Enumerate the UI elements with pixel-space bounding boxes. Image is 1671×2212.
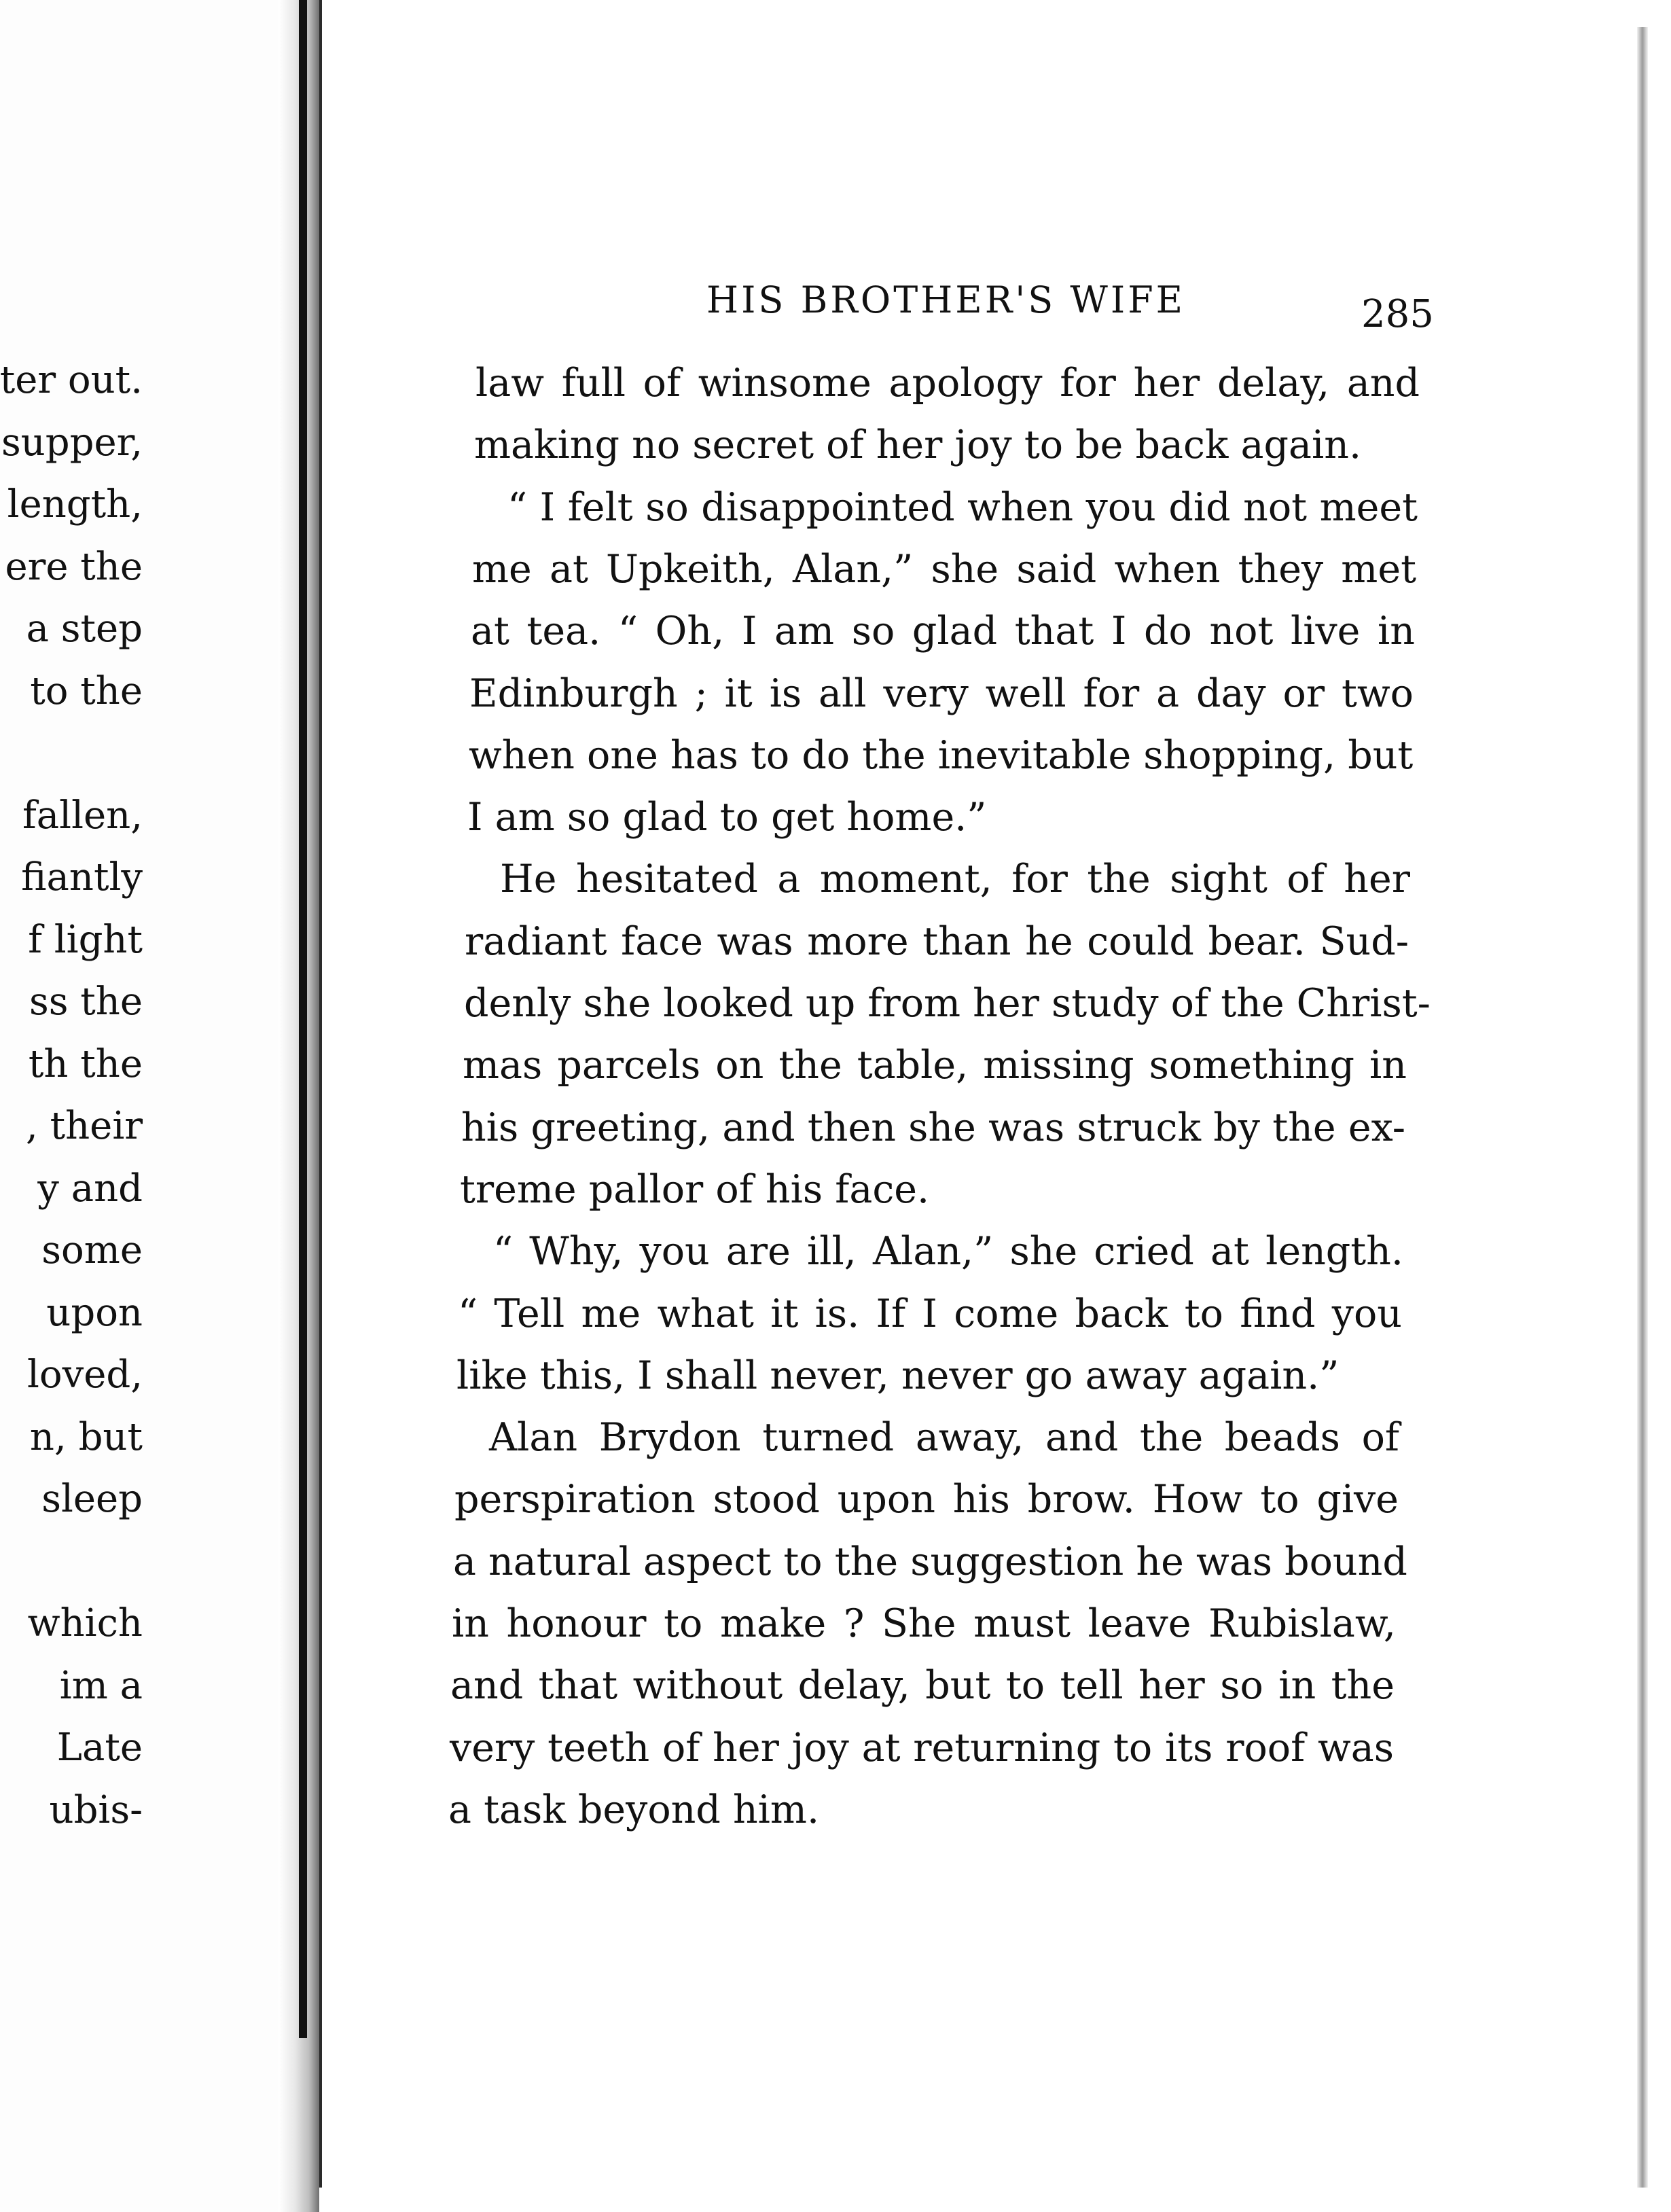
- facing-page-line-text: f light: [28, 918, 143, 962]
- facing-page-line-text: im a: [59, 1664, 143, 1708]
- body-line: when one has to do the inevitable shopping, but: [469, 733, 1414, 778]
- facing-page-line-text: upon: [46, 1291, 143, 1335]
- facing-page-line-text: fallen,: [22, 793, 143, 838]
- body-line: in honour to make ? She must leave Rubislaw,: [452, 1601, 1396, 1646]
- facing-page-line-text: Late: [56, 1726, 143, 1770]
- facing-page-line-text: some: [41, 1228, 143, 1272]
- facing-page-line: [0, 1162, 299, 1216]
- facing-page-line: [0, 1224, 299, 1278]
- facing-page-line: [0, 913, 299, 967]
- facing-page-line-text: n, but: [29, 1415, 143, 1459]
- body-line: Edinburgh ; it is all very well for a day or two: [469, 671, 1414, 716]
- facing-page-line-text: ere the: [5, 545, 143, 589]
- facing-page-line: [0, 1659, 299, 1713]
- body-line: a task beyond him.: [448, 1787, 820, 1832]
- binding-edge: [299, 0, 307, 2038]
- body-line: “ I felt so disappointed when you did not meet: [507, 485, 1418, 530]
- body-line: and that without delay, but to tell her so in the: [450, 1663, 1395, 1708]
- body-line: at tea. “ Oh, I am so glad that I do not live in: [471, 609, 1415, 654]
- facing-page-line: [0, 478, 299, 532]
- page-edge: [1637, 27, 1648, 2188]
- facing-page-line-text: fiantly: [21, 855, 143, 899]
- facing-page-line: [0, 1596, 299, 1651]
- body-line: his greeting, and then she was struck by the ex-: [461, 1105, 1405, 1150]
- facing-page-line: [0, 540, 299, 594]
- facing-page-line: [0, 1410, 299, 1465]
- body-line: a natural aspect to the suggestion he was bound: [453, 1539, 1407, 1584]
- facing-page-line: [0, 664, 299, 719]
- body-line: denly she looked up from her study of the Christ-: [464, 981, 1431, 1026]
- facing-page-line-text: , their: [26, 1104, 143, 1148]
- facing-page-line: [0, 1037, 299, 1092]
- facing-page-line-text: a step: [26, 607, 143, 651]
- facing-page-line-text: ter out.: [0, 358, 143, 402]
- facing-page-line-text: th the: [28, 1042, 143, 1086]
- body-line: very teeth of her joy at returning to its roof was: [450, 1726, 1394, 1770]
- facing-page-line: [0, 1286, 299, 1340]
- facing-page-line: [0, 1535, 299, 1589]
- facing-page-line: [0, 1472, 299, 1527]
- body-line: “ Tell me what it is. If I come back to find you: [458, 1291, 1402, 1336]
- facing-page-line: [0, 602, 299, 656]
- facing-page-line: [0, 851, 299, 905]
- body-line: like this, I shall never, never go away again.”: [456, 1353, 1340, 1398]
- body-line: making no secret of her joy to be back again.: [474, 423, 1362, 467]
- facing-page-line-text: which: [27, 1601, 143, 1645]
- facing-page-line-text: ubis-: [49, 1788, 143, 1832]
- facing-page-line: [0, 975, 299, 1029]
- facing-page-line: [0, 1721, 299, 1775]
- facing-page-line: [0, 1783, 299, 1838]
- body-line: mas parcels on the table, missing something in: [463, 1043, 1407, 1088]
- body-line: law full of winsome apology for her delay, and: [475, 361, 1420, 406]
- body-line: radiant face was more than he could bear. Sud-: [465, 919, 1409, 964]
- page-number: 285: [1361, 292, 1434, 336]
- body-line: “ Why, you are ill, Alan,” she cried at length.: [493, 1229, 1403, 1274]
- facing-page-line-text: y and: [37, 1166, 143, 1211]
- facing-page-line-text: to the: [30, 669, 143, 713]
- facing-page-line-text: ss the: [29, 980, 143, 1024]
- facing-page-line: [0, 1099, 299, 1154]
- facing-page-line: [0, 1348, 299, 1402]
- facing-page-line: [0, 416, 299, 470]
- body-line: perspiration stood upon his brow. How to give: [454, 1477, 1399, 1522]
- body-line: He hesitated a moment, for the sight of her: [500, 857, 1410, 902]
- running-head: HIS BROTHER'S WIFE: [706, 279, 1186, 321]
- body-line: treme pallor of his face.: [460, 1167, 930, 1212]
- facing-page-line-text: length,: [7, 482, 143, 527]
- facing-page-line-text: sleep: [41, 1477, 143, 1521]
- facing-page-line: [0, 789, 299, 843]
- body-line: me at Upkeith, Alan,” she said when they met: [472, 547, 1416, 592]
- facing-page-line-text: loved,: [26, 1353, 143, 1397]
- facing-page-line: [0, 353, 299, 408]
- body-line: I am so glad to get home.”: [467, 795, 987, 840]
- body-line: Alan Brydon turned away, and the beads of: [489, 1415, 1399, 1460]
- facing-page-line-text: supper,: [1, 421, 143, 465]
- facing-page-line: [0, 726, 299, 781]
